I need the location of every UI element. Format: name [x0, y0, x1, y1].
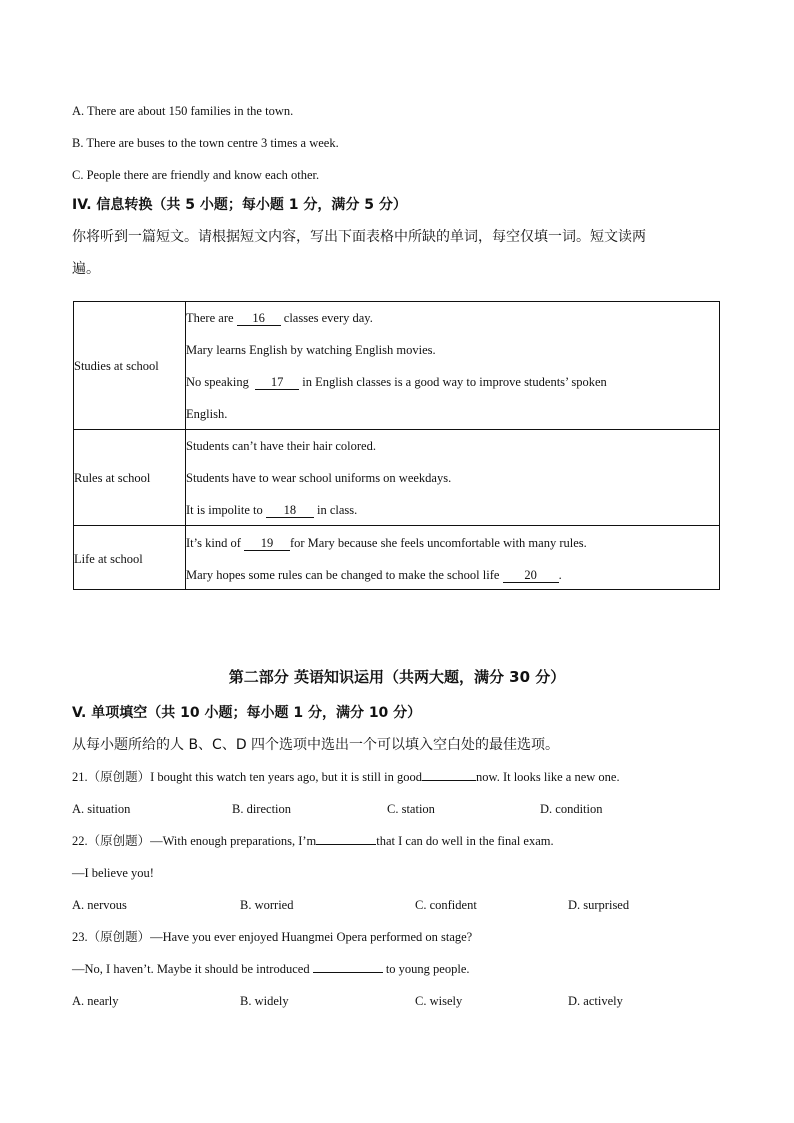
row-label-studies: Studies at school [74, 359, 159, 373]
blank-17: 17 [255, 375, 299, 390]
q23-option-b: B. widely [240, 994, 289, 1008]
q21-option-c: C. station [387, 802, 435, 816]
section-4-title: IV. 信息转换（共 5 小题；每小题 1 分，满分 5 分） [72, 197, 407, 213]
row1-line2: Mary learns English by watching English movies. [186, 343, 436, 357]
option-c-text: C. People there are friendly and know each other. [72, 168, 320, 182]
q21-option-d: D. condition [540, 802, 603, 816]
section-4-instruction-line2: 遍。 [72, 261, 100, 277]
q21-option-a: A. situation [72, 802, 131, 816]
row2-line2: Students have to wear school uniforms on weekdays. [186, 471, 452, 485]
question-22-stem: 22.（原创题）—With enough preparations, I’m that I can do well in the final exam. [72, 834, 554, 848]
blank-18: 18 [266, 503, 314, 518]
question-21-blank [422, 780, 476, 781]
blank-16: 16 [237, 311, 281, 326]
question-23-stem: 23.（原创题）—Have you ever enjoyed Huangmei Opera performed on stage? [72, 930, 473, 944]
section-5-title: V. 单项填空（共 10 小题；每小题 1 分，满分 10 分） [72, 705, 422, 721]
blank-20: 20 [503, 568, 559, 583]
q22-option-a: A. nervous [72, 898, 127, 912]
row-label-rules: Rules at school [74, 471, 151, 485]
q23-option-a: A. nearly [72, 994, 119, 1008]
row1-line1: There are 16 classes every day. [186, 311, 373, 325]
row-label-life: Life at school [74, 552, 143, 566]
q22-option-c: C. confident [415, 898, 477, 912]
row2-line1: Students can’t have their hair colored. [186, 439, 376, 453]
q21-option-b: B. direction [232, 802, 292, 816]
row2-line3: It is impolite to 18 in class. [186, 503, 358, 517]
row1-line4: English. [186, 407, 228, 421]
row3-line2: Mary hopes some rules can be changed to make the school life 20 . [186, 568, 562, 582]
option-b-text: B. There are buses to the town centre 3 times a week. [72, 136, 339, 150]
info-table [73, 301, 720, 590]
part-2-title: 第二部分 英语知识运用（共两大题，满分 30 分） [228, 668, 566, 686]
question-22-reply: —I believe you! [72, 866, 154, 880]
q23-option-d: D. actively [568, 994, 623, 1008]
q22-option-b: B. worried [240, 898, 294, 912]
q22-option-d: D. surprised [568, 898, 630, 912]
option-a-text: A. There are about 150 families in the town. [72, 104, 294, 118]
question-23-blank [313, 972, 383, 973]
section-4-instruction-line1: 你将听到一篇短文。请根据短文内容，写出下面表格中所缺的单词，每空仅填一词。短文读两 [72, 229, 646, 245]
q23-option-c: C. wisely [415, 994, 463, 1008]
section-5-instruction: 从每小题所给的人 B、C、D 四个选项中选出一个可以填入空白处的最佳选项。 [72, 737, 560, 753]
row3-line1: It’s kind of 19 for Mary because she feels uncomfortable with many rules. [186, 536, 587, 550]
row1-line3: No speaking 17 in English classes is a good way to improve students’ spoken [186, 375, 607, 389]
blank-19: 19 [244, 536, 290, 551]
question-23-reply: —No, I haven’t. Maybe it should be introduced to young people. [72, 962, 470, 976]
question-21-stem: 21.（原创题）I bought this watch ten years ago, but it is still in good now. It looks like a new one. [72, 770, 620, 784]
question-22-blank [316, 844, 376, 845]
